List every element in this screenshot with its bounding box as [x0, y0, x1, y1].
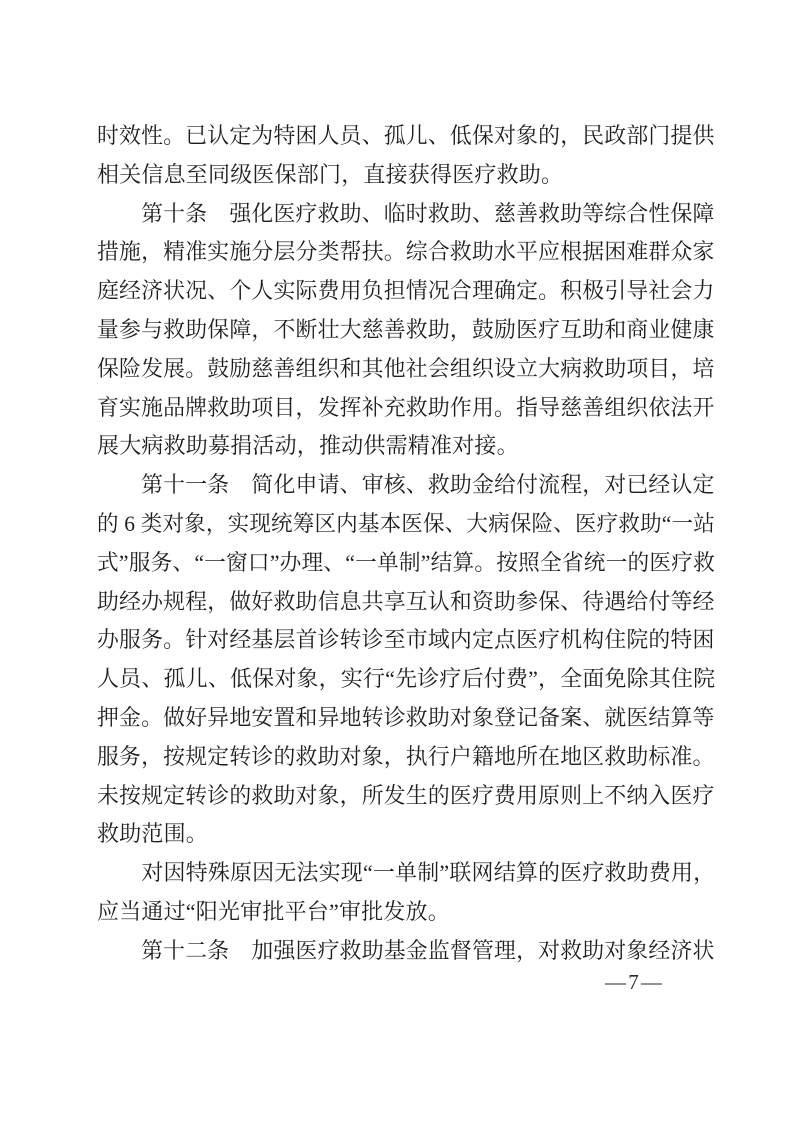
text-line: 未按规定转诊的救助对象，所发生的医疗费用原则上不纳入医疗: [97, 782, 715, 808]
text-line: 式”服务、“一窗口”办理、“一单制”结算。按照全省统一的医疗救: [97, 549, 716, 575]
text-line: 应当通过“阳光审批平台”审批发放。: [97, 898, 450, 924]
text-line: 育实施品牌救助项目，发挥补充救助作用。指导慈善组织依法开: [97, 394, 715, 420]
text-line: 救助范围。: [97, 821, 209, 847]
page-number: — 7 —: [605, 970, 662, 994]
text-line: 措施，精准实施分层分类帮扶。综合救助水平应根据困难群众家: [97, 239, 715, 265]
text-line: 第十一条 简化申请、审核、救助金给付流程，对已经认定: [97, 472, 715, 498]
text-line: 第十二条 加强医疗救助基金监督管理，对救助对象经济状: [97, 937, 715, 963]
text-line: 对因特殊原因无法实现“一单制”联网结算的医疗救助费用，: [97, 860, 716, 886]
text-line: 相关信息至同级医保部门，直接获得医疗救助。: [97, 161, 564, 187]
text-line: 的 6 类对象，实现统筹区内基本医保、大病保险、医疗救助“一站: [97, 510, 715, 536]
text-line: 押金。做好异地安置和异地转诊救助对象登记备案、就医结算等: [97, 704, 715, 730]
text-line: 时效性。已认定为特困人员、孤儿、低保对象的，民政部门提供: [97, 123, 715, 148]
text-line: 庭经济状况、个人实际费用负担情况合理确定。积极引导社会力: [97, 278, 715, 304]
text-line: 助经办规程，做好救助信息共享互认和资助参保、待遇给付等经: [97, 588, 715, 614]
text-line: 人员、孤儿、低保对象，实行“先诊疗后付费”，全面免除其住院: [97, 666, 716, 692]
document-body: [97, 117, 715, 971]
text-line: 第十条 强化医疗救助、临时救助、慈善救助等综合性保障: [97, 200, 715, 226]
text-line: 量参与救助保障，不断壮大慈善救助，鼓励医疗互助和商业健康: [97, 316, 715, 342]
text-line: 保险发展。鼓励慈善组织和其他社会组织设立大病救助项目，培: [97, 355, 715, 381]
text-line: 服务，按规定转诊的救助对象，执行户籍地所在地区救助标准。: [97, 743, 715, 769]
text-line: 办服务。针对经基层首诊转诊至市域内定点医疗机构住院的特困: [97, 627, 715, 653]
text-line: 展大病救助募捐活动，推动供需精准对接。: [97, 433, 519, 459]
